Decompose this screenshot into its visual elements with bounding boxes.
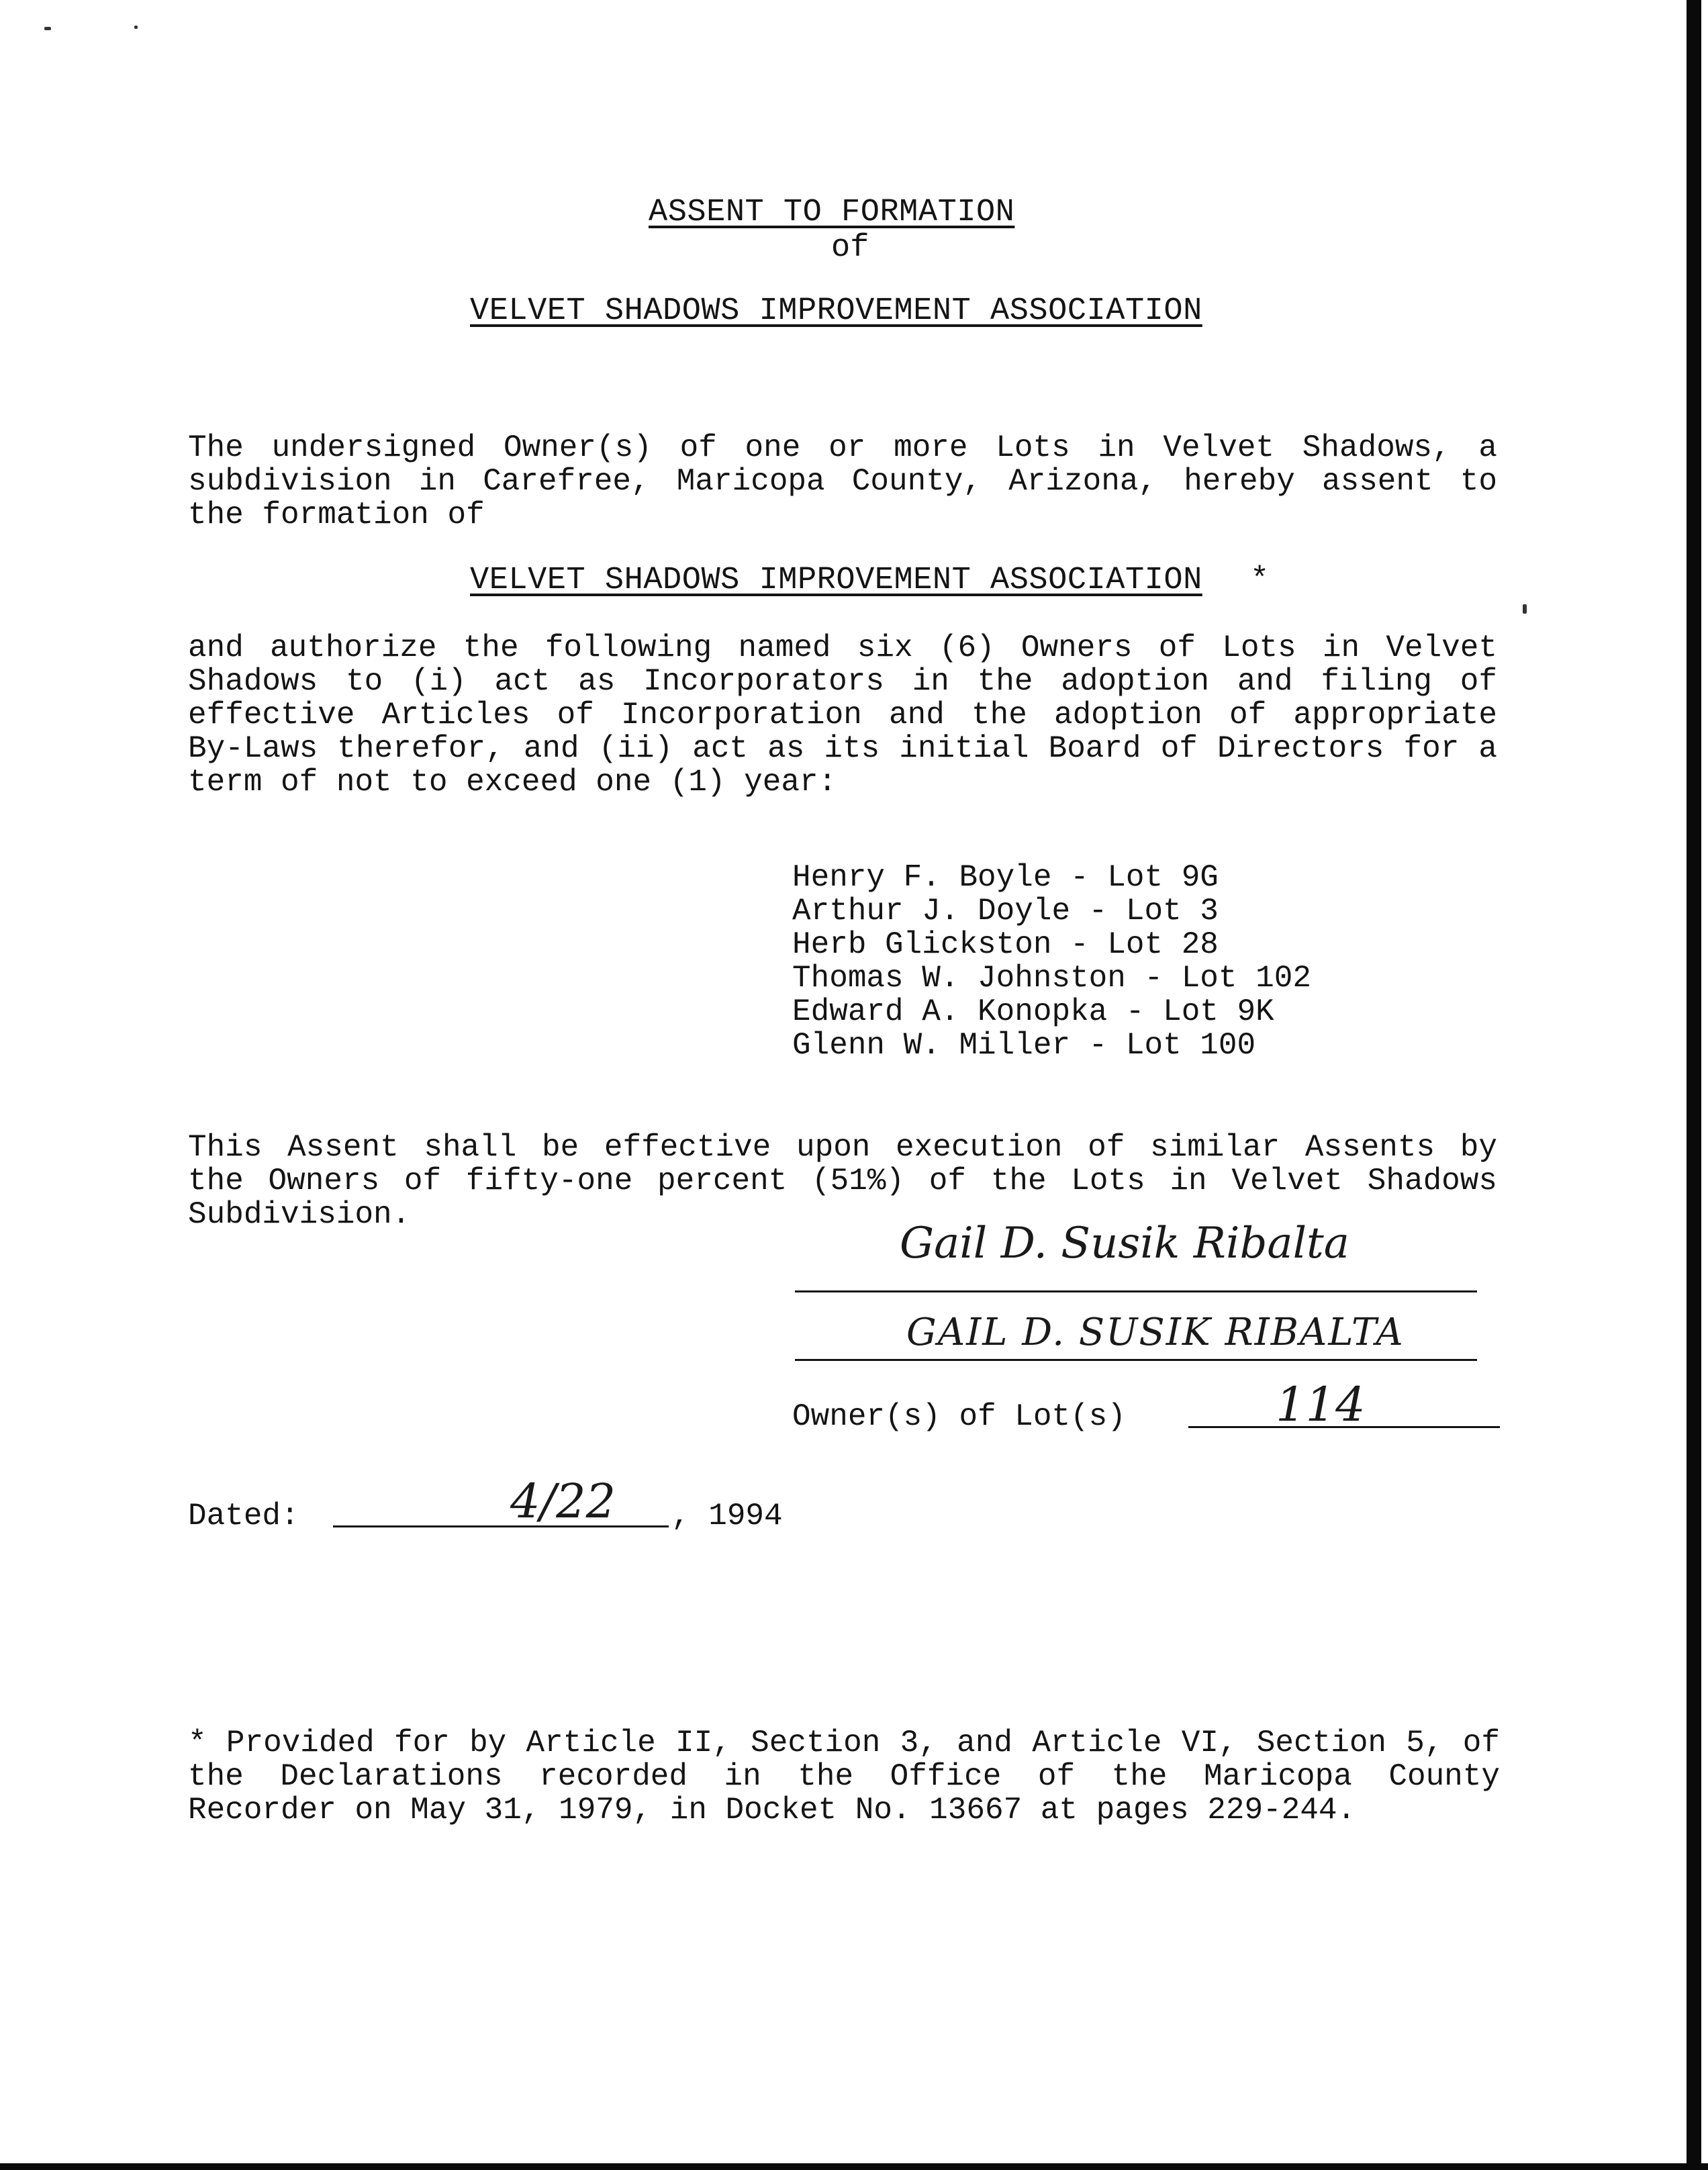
scan-speck bbox=[44, 27, 51, 30]
handwritten-signature: Gail D. Susik Ribalta bbox=[900, 1219, 1349, 1268]
association-name: VELVET SHADOWS IMPROVEMENT ASSOCIATION bbox=[470, 563, 1202, 598]
lot-line bbox=[1188, 1426, 1500, 1428]
list-item: Henry F. Boyle - Lot 9G bbox=[792, 860, 1219, 895]
list-item: Thomas W. Johnston - Lot 102 bbox=[792, 961, 1311, 996]
dated-year: , 1994 bbox=[671, 1499, 783, 1534]
association-title: VELVET SHADOWS IMPROVEMENT ASSOCIATION bbox=[470, 293, 1202, 329]
printed-name: GAIL D. SUSIK RIBALTA bbox=[906, 1311, 1405, 1354]
owner-lot-label: Owner(s) of Lot(s) bbox=[792, 1399, 1126, 1434]
footnote-marker: * bbox=[1250, 563, 1270, 598]
footnote: * Provided for by Article II, Section 3, and Article VI, Section 5, of the Declarations recorded in the Office of the Maricopa County Recorder on May 31, 1979, in Docket No. 13667 at pages 229-244. bbox=[188, 1726, 1500, 1828]
scan-speck bbox=[134, 26, 138, 29]
list-item: Glenn W. Miller - Lot 100 bbox=[792, 1028, 1256, 1063]
scan-speck bbox=[1523, 604, 1527, 614]
handwritten-date: 4/22 bbox=[510, 1474, 616, 1529]
directors-list bbox=[792, 861, 1311, 1062]
dated-label: Dated: bbox=[188, 1499, 299, 1534]
date-line bbox=[333, 1525, 669, 1527]
list-item: Herb Glickston - Lot 28 bbox=[792, 927, 1219, 962]
intro-paragraph: The undersigned Owner(s) of one or more Lots in Velvet Shadows, a subdivision in Carefree, Maricopa County, Arizona, hereby assent to the formation of bbox=[188, 430, 1497, 532]
scan-border-bottom bbox=[0, 2163, 1708, 2170]
title-of: of bbox=[831, 230, 869, 266]
scan-border-right bbox=[1687, 0, 1701, 2170]
name-line bbox=[795, 1359, 1477, 1361]
authorize-paragraph: and authorize the following named six (6) Owners of Lots in Velvet Shadows to (i) act as Incorporators in the adoption and filing of effective Articles of Incorporation and the adoption of appropriate By-Laws therefor, and (ii) act as its initial Board of Directors for a term of not to exceed one (1) year: bbox=[188, 630, 1497, 800]
list-item: Arthur J. Doyle - Lot 3 bbox=[792, 894, 1219, 929]
effective-paragraph: This Assent shall be effective upon execution of similar Assents by the Owners of fifty-one percent (51%) of the Lots in Velvet Shadows Subdivision. bbox=[188, 1130, 1497, 1232]
lot-number: 114 bbox=[1276, 1377, 1366, 1432]
list-item: Edward A. Konopka - Lot 9K bbox=[792, 994, 1274, 1029]
signature-line bbox=[795, 1290, 1477, 1292]
document-title: ASSENT TO FORMATION bbox=[649, 195, 1015, 230]
